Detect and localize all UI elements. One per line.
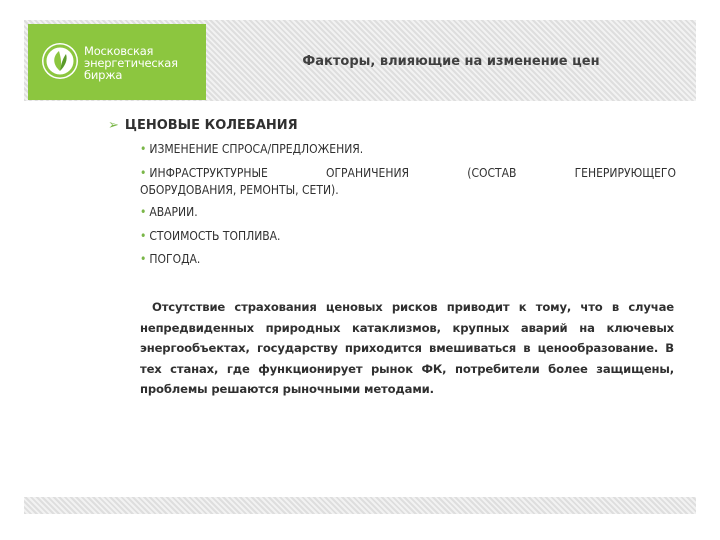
list-item-text: ИЗМЕНЕНИЕ СПРОСА/ПРЕДЛОЖЕНИЯ. xyxy=(149,142,364,156)
leaf-icon xyxy=(42,43,78,79)
wrapped-line: ОБОРУДОВАНИЯ, РЕМОНТЫ, СЕТИ). xyxy=(140,183,339,197)
page-title: Факторы, влияющие на изменение цен xyxy=(302,54,600,69)
bullet-icon: • xyxy=(140,142,147,156)
list-item xyxy=(140,225,676,249)
list-item xyxy=(140,162,676,199)
word: ГЕНЕРИРУЮЩЕГО xyxy=(574,165,676,180)
list-item-text: АВАРИИ. xyxy=(149,205,198,219)
list-item-text: ПОГОДА. xyxy=(149,252,201,266)
body-paragraph: Отсутствие страхования ценовых рисков приводит к тому, что в случае непредвиденных природных катаклизмов, крупных аварий на ключевых энергообъектах, государству приходится вмешиваться в ценообразование. В тех станах, где функционирует рынок ФК, потребители более защищены, проблемы решаются рыночными методами. xyxy=(140,300,674,396)
word: • ИНФРАСТРУКТУРНЫЕ xyxy=(140,165,268,180)
list-item-text: СТОИМОСТЬ ТОПЛИВА. xyxy=(149,228,281,243)
logo xyxy=(28,24,206,100)
bullet-list xyxy=(140,138,676,272)
section-heading-text: ЦЕНОВЫЕ КОЛЕБАНИЯ xyxy=(124,118,298,133)
logo-line: энергетическая xyxy=(84,56,178,70)
bullet-icon: • xyxy=(140,165,147,180)
word: (СОСТАВ xyxy=(467,165,517,180)
logo-line: биржа xyxy=(84,68,123,82)
bullet-icon: • xyxy=(140,205,147,219)
list-item xyxy=(140,201,676,225)
list-item xyxy=(140,248,676,272)
logo-line: Московская xyxy=(84,44,154,58)
logo-text xyxy=(84,45,204,81)
arrow-bullet-icon: ➢ xyxy=(108,118,119,133)
bullet-icon: • xyxy=(140,228,147,243)
section-heading xyxy=(108,118,298,133)
footer-band xyxy=(24,497,696,514)
list-item xyxy=(140,138,676,162)
bullet-icon: • xyxy=(140,252,147,266)
word: ОГРАНИЧЕНИЯ xyxy=(325,165,410,180)
